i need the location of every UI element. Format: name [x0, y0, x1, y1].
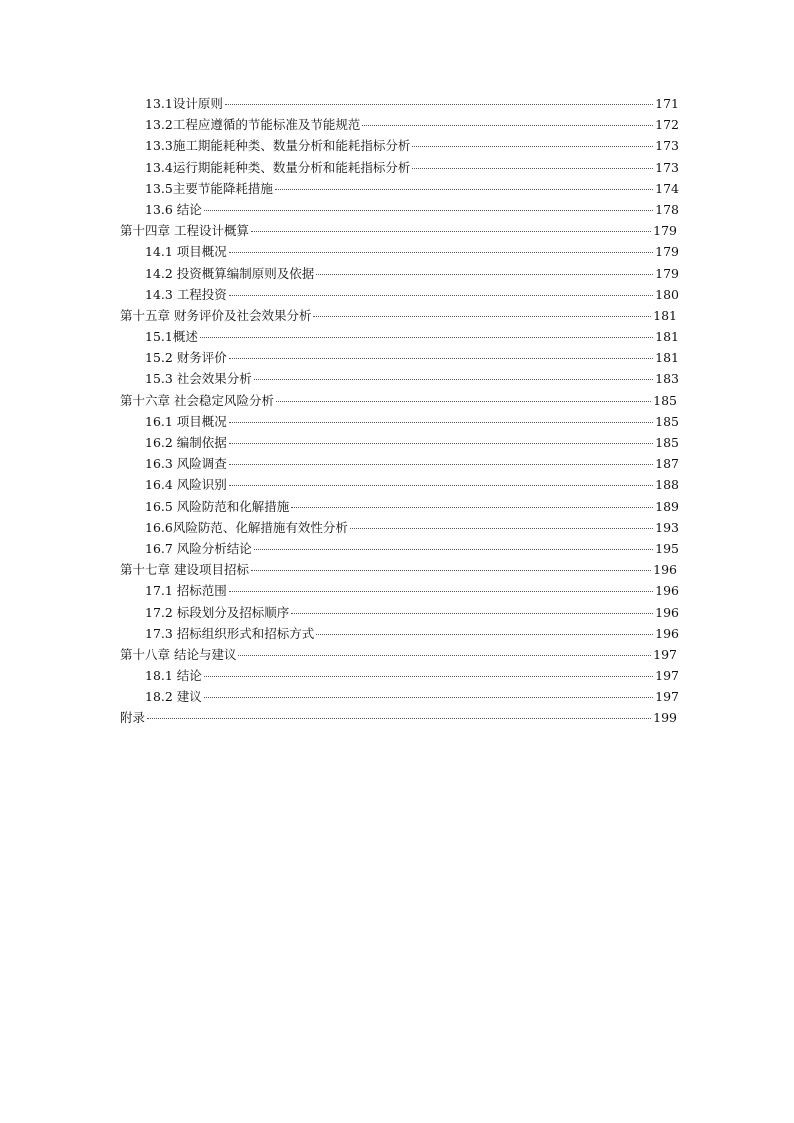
- toc-entry-label: 附录: [120, 710, 146, 726]
- toc-section-entry[interactable]: [145, 686, 679, 707]
- toc-entry-label: 16.1 项目概况: [145, 413, 227, 429]
- toc-chapter-entry[interactable]: [120, 305, 677, 326]
- toc-dot-leader: [316, 625, 653, 635]
- toc-page-number: 171: [655, 96, 679, 111]
- toc-page-number: 178: [655, 201, 679, 217]
- toc-page-number: 197: [653, 646, 677, 662]
- toc-dot-leader: [313, 307, 651, 317]
- toc-section-entry[interactable]: [145, 665, 679, 686]
- toc-page-number: 189: [655, 498, 679, 514]
- toc-page-number: 197: [655, 668, 679, 684]
- toc-page-number: 174: [655, 180, 679, 196]
- toc-section-entry[interactable]: [145, 263, 679, 284]
- toc-dot-leader: [204, 688, 653, 698]
- toc-page-number: 179: [655, 244, 679, 260]
- toc-dot-leader: [251, 222, 651, 232]
- toc-page-number: 187: [655, 456, 679, 472]
- toc-chapter-entry[interactable]: [120, 390, 677, 411]
- toc-page-number: 188: [655, 477, 679, 493]
- toc-entry-label: 13.4运行期能耗种类、数量分析和能耗指标分析: [145, 159, 411, 175]
- toc-entry-label: 13.1设计原则: [145, 96, 223, 111]
- toc-dot-leader: [291, 498, 653, 508]
- toc-section-entry[interactable]: [145, 135, 679, 156]
- toc-section-entry[interactable]: [145, 623, 679, 644]
- toc-page-number: 193: [655, 519, 679, 535]
- toc-dot-leader: [251, 561, 651, 571]
- toc-page-number: 183: [655, 371, 679, 387]
- toc-dot-leader: [362, 116, 653, 126]
- toc-chapter-entry[interactable]: [120, 707, 677, 728]
- toc-dot-leader: [229, 286, 653, 296]
- toc-page-number: 180: [655, 286, 679, 302]
- toc-dot-leader: [412, 137, 653, 147]
- toc-entry-label: 14.3 工程投资: [145, 286, 227, 302]
- toc-chapter-entry[interactable]: [120, 220, 677, 241]
- toc-entry-label: 13.5主要节能降耗措施: [145, 180, 273, 196]
- toc-page-number: 197: [655, 689, 679, 705]
- toc-dot-leader: [275, 180, 653, 190]
- toc-dot-leader: [229, 455, 653, 465]
- toc-page-number: 181: [653, 307, 677, 323]
- toc-section-entry[interactable]: [145, 114, 679, 135]
- toc-page-number: 179: [653, 223, 677, 239]
- toc-section-entry[interactable]: [145, 241, 679, 262]
- toc-entry-label: 第十八章 结论与建议: [120, 646, 237, 662]
- toc-page-number: 196: [655, 625, 679, 641]
- toc-dot-leader: [225, 95, 653, 105]
- toc-entry-label: 15.1概述: [145, 329, 198, 345]
- toc-section-entry[interactable]: [145, 368, 679, 389]
- toc-entry-label: 第十六章 社会稳定风险分析: [120, 392, 274, 408]
- toc-dot-leader: [229, 243, 653, 253]
- toc-dot-leader: [238, 646, 651, 656]
- toc-dot-leader: [254, 540, 653, 550]
- toc-section-entry[interactable]: [145, 474, 679, 495]
- toc-page-number: 196: [653, 562, 677, 578]
- toc-entry-label: 17.3 招标组织形式和招标方式: [145, 625, 315, 641]
- toc-dot-leader: [291, 604, 653, 614]
- toc-section-entry[interactable]: [145, 199, 679, 220]
- toc-section-entry[interactable]: [145, 93, 679, 114]
- toc-page-number: 185: [655, 413, 679, 429]
- toc-dot-leader: [412, 159, 653, 169]
- toc-section-entry[interactable]: [145, 580, 679, 601]
- toc-entry-label: 18.2 建议: [145, 689, 202, 705]
- toc-page-number: 172: [655, 117, 679, 133]
- toc-chapter-entry[interactable]: [120, 644, 677, 665]
- toc-page-number: 195: [655, 540, 679, 556]
- toc-entry-label: 17.1 招标范围: [145, 583, 227, 599]
- toc-section-entry[interactable]: [145, 284, 679, 305]
- toc-dot-leader: [229, 349, 653, 359]
- toc-section-entry[interactable]: [145, 411, 679, 432]
- toc-dot-leader: [229, 476, 653, 486]
- toc-page-number: 173: [655, 138, 679, 154]
- toc-entry-label: 18.1 结论: [145, 668, 202, 684]
- toc-entry-label: 16.3 风险调查: [145, 456, 227, 472]
- toc-dot-leader: [350, 519, 653, 529]
- toc-page-number: 179: [655, 265, 679, 281]
- toc-dot-leader: [276, 392, 651, 402]
- toc-dot-leader: [200, 328, 653, 338]
- toc-entry-label: 16.7 风险分析结论: [145, 540, 252, 556]
- toc-dot-leader: [229, 582, 653, 592]
- toc-entry-label: 15.2 财务评价: [145, 350, 227, 366]
- toc-entry-label: 16.2 编制依据: [145, 435, 227, 450]
- toc-page-number: 181: [655, 350, 679, 366]
- toc-dot-leader: [254, 370, 653, 380]
- toc-dot-leader: [147, 709, 651, 719]
- toc-dot-leader: [316, 265, 653, 275]
- toc-entry-label: 17.2 标段划分及招标顺序: [145, 604, 290, 620]
- toc-dot-leader: [229, 434, 653, 444]
- toc-section-entry[interactable]: [145, 517, 679, 538]
- toc-page-number: 199: [653, 710, 677, 726]
- toc-page-number: 185: [653, 392, 677, 408]
- table-of-contents: [0, 93, 794, 729]
- toc-page-number: 196: [655, 604, 679, 620]
- toc-dot-leader: [229, 413, 653, 423]
- toc-page-number: 196: [655, 583, 679, 599]
- toc-entry-label: 第十四章 工程设计概算: [120, 223, 249, 239]
- toc-section-entry[interactable]: [145, 538, 679, 559]
- toc-dot-leader: [204, 667, 653, 677]
- toc-section-entry[interactable]: [145, 347, 679, 368]
- toc-section-entry[interactable]: [145, 157, 679, 178]
- toc-section-entry[interactable]: [145, 326, 679, 347]
- toc-entry-label: 13.3施工期能耗种类、数量分析和能耗指标分析: [145, 138, 411, 154]
- toc-entry-label: 14.2 投资概算编制原则及依据: [145, 265, 315, 281]
- toc-section-entry[interactable]: [145, 602, 679, 623]
- toc-dot-leader: [204, 201, 653, 211]
- toc-entry-label: 16.4 风险识别: [145, 477, 227, 493]
- toc-section-entry[interactable]: [145, 453, 679, 474]
- toc-entry-label: 第十五章 财务评价及社会效果分析: [120, 307, 312, 323]
- toc-entry-label: 13.6 结论: [145, 201, 202, 217]
- toc-chapter-entry[interactable]: [120, 559, 677, 580]
- toc-entry-label: 14.1 项目概况: [145, 244, 227, 260]
- toc-section-entry[interactable]: [145, 496, 679, 517]
- toc-entry-label: 16.6风险防范、化解措施有效性分析: [145, 519, 348, 535]
- toc-entry-label: 15.3 社会效果分析: [145, 371, 252, 387]
- toc-section-entry[interactable]: [145, 432, 679, 453]
- toc-section-entry[interactable]: [145, 178, 679, 199]
- toc-page-number: 181: [655, 329, 679, 345]
- toc-entry-label: 16.5 风险防范和化解措施: [145, 498, 290, 514]
- toc-page-number: 185: [655, 435, 679, 450]
- toc-entry-label: 13.2工程应遵循的节能标准及节能规范: [145, 117, 361, 133]
- toc-entry-label: 第十七章 建设项目招标: [120, 562, 249, 578]
- toc-page-number: 173: [655, 159, 679, 175]
